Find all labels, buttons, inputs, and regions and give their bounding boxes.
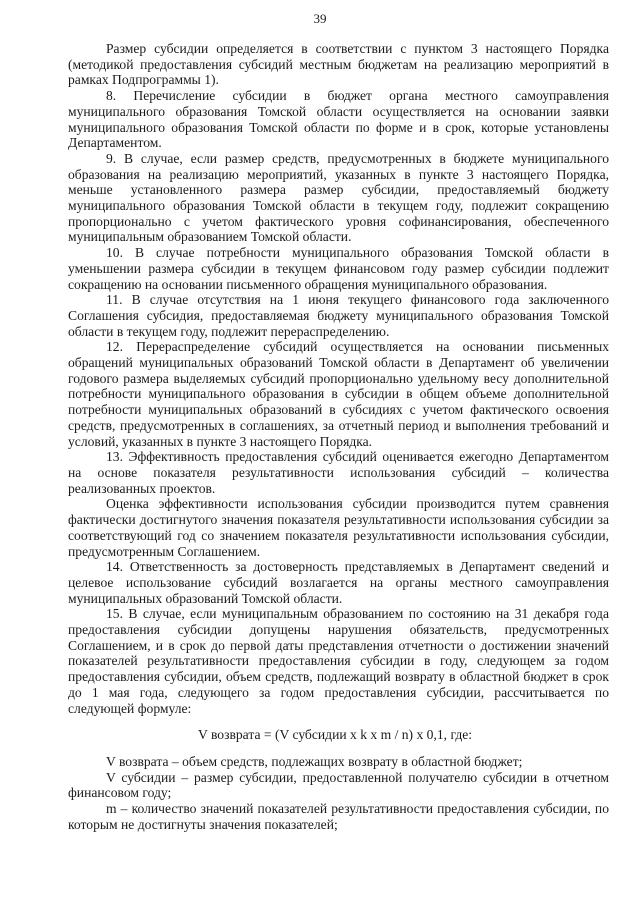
paragraph-item-8: 8. Перечисление субсидии в бюджет органа местного самоуправления муниципального образования Томской области осуществляется на основании заявки муниципального образования Томской области по форме и в срок, которые установлены Департаментом.: [68, 88, 609, 151]
definition-v-subsidy: V субсидии – размер субсидии, предоставленной получателю субсидии в отчетном финансовом году;: [68, 769, 609, 801]
paragraph-item-14: 14. Ответственность за достоверность представляемых в Департамент сведений и целевое использование субсидий возлагается на органы местного самоуправления муниципальных образований Томской области.: [68, 559, 609, 606]
return-formula: V возврата = (V субсидии x k x m / n) x 0,1, где:: [198, 727, 473, 743]
definition-v-return: V возврата – объем средств, подлежащих возврату в областной бюджет;: [106, 753, 523, 769]
paragraph-subsidy-size: Размер субсидии определяется в соответствии с пунктом 3 настоящего Порядка (методикой предоставления субсидий местным бюджетам на реализацию мероприятий в рамках Подпрограммы 1).: [68, 41, 609, 88]
page-number: 39: [313, 11, 327, 26]
paragraph-item-11: 11. В случае отсутствия на 1 июня текущего финансового года заключенного Соглашения субсидия, предоставляемая бюджету муниципального образования Томской области в текущем году, подлежит перераспределению.: [68, 292, 609, 339]
paragraph-item-15: 15. В случае, если муниципальным образованием по состоянию на 31 декабря года предоставления субсидии допущены нарушения обязательств, предусмотренных Соглашением, и в срок до первой даты представления отчетности о достижении значений показателей результативности предоставления субсидии в году, следующем за годом предоставления субсидии, объем средств, подлежащий возврату в областной бюджет в срок до 1 мая года, следующего за годом предоставления субсидии, рассчитывается по следующей формуле:: [68, 606, 609, 716]
paragraph-item-10: 10. В случае потребности муниципального образования Томской области в уменьшении размера субсидии в текущем финансовом году размер субсидии подлежит сокращению на основании письменного обращения муниципального образования.: [68, 245, 609, 292]
document-body: [68, 41, 609, 832]
paragraph-item-9: 9. В случае, если размер средств, предусмотренных в бюджете муниципального образования на реализацию мероприятий, указанных в пункте 3 настоящего Порядка, меньше установленного размера размер субсидии, предоставляемый бюджету муниципального образования Томской области в текущем году, подлежит сокращению пропорционально с учетом фактического уровня софинансирования, обеспеченного муниципальным образованием Томской области.: [68, 150, 609, 245]
paragraph-efficiency-assessment: Оценка эффективности использования субсидии производится путем сравнения фактически достигнутого значения показателя результативности использования субсидии за соответствующий год со значением показателя результативности использования субсидии, предусмотренным Соглашением.: [68, 496, 609, 559]
paragraph-item-12: 12. Перераспределение субсидий осуществляется на основании письменных обращений муниципальных образований Томской области в Департамент об увеличении годового размера выделяемых субсидий пропорционально удельному весу дополнительной потребности муниципального образования в субсидии в общем объеме дополнительной потребности муниципальных образований в субсидиях с учетом фактического освоения средств, предусмотренных в соглашениях, за отчетный период и выполнения требований и условий, указанных в пункте 3 настоящего Порядка.: [68, 339, 609, 449]
paragraph-item-13: 13. Эффективность предоставления субсидий оценивается ежегодно Департаментом на основе показателя результативности использования субсидий – количества реализованных проектов.: [68, 449, 609, 496]
definition-m: m – количество значений показателей результативности предоставления субсидии, по которым не достигнуты значения показателей;: [68, 801, 609, 832]
